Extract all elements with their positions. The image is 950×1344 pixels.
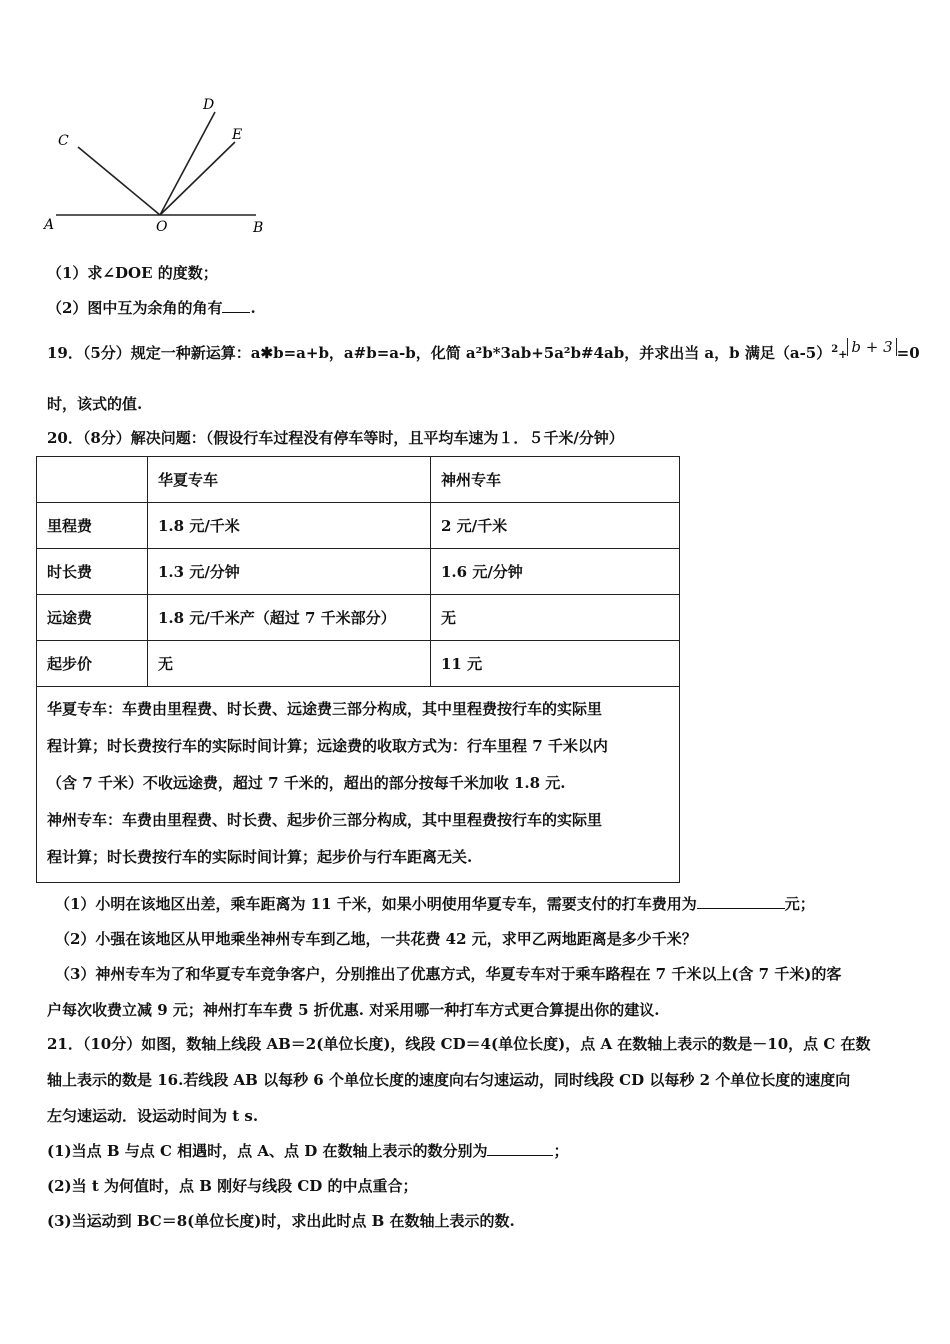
q21-part1-text: (1)当点 B 与点 C 相遇时，点 A、点 D 在数轴上表示的数分别为 (47, 1142, 488, 1160)
table-cell: 无 (148, 641, 431, 687)
q21-line1: 21．（10分）如图，数轴上线段 AB＝2(单位长度)，线段 CD＝4(单位长度)，点 A 在数轴上表示的数是－10，点 C 在数 (47, 1035, 871, 1053)
label-C: C (58, 133, 69, 149)
q20-part3a: （3）神州专车为了和华夏专车竞争客户，分别推出了优惠方式，华夏专车对于乘车路程在 7 千米以上(含 7 千米)的客 (55, 965, 842, 983)
q20-part1-text: （1）小明在该地区出差，乘车距离为 11 千米，如果小明使用华夏专车，需要支付的打车费用为 (55, 895, 697, 913)
q19-text: 19．（5分）规定一种新运算：a✱b=a+b，a#b=a-b，化简 a²b*3ab+5a²b#4ab，并求出当 a，b 满足（a-5） (47, 344, 832, 362)
q21-line2: 轴上表示的数是 16.若线段 AB 以每秒 6 个单位长度的速度向右匀速运动，同时线段 CD 以每秒 2 个单位长度的速度向 (47, 1071, 851, 1089)
table-description (37, 687, 680, 883)
label-O: O (156, 219, 168, 235)
description-line: 程计算；时长费按行车的实际时间计算；远途费的收取方式为：行车里程 7 千米以内 (47, 737, 608, 755)
table-row (37, 549, 680, 595)
table-row (37, 503, 680, 549)
q18-part2-text: （2）图中互为余角的角有 (47, 299, 223, 317)
label-B: B (253, 220, 264, 236)
q20-part2: （2）小强在该地区从甲地乘坐神州专车到乙地，一共花费 42 元，求甲乙两地距离是多少千米？ (55, 930, 697, 948)
ray-OC (78, 147, 160, 215)
q18-answer-blank (222, 312, 250, 313)
q19-plus: + (838, 348, 848, 361)
q20-part1 (55, 893, 815, 914)
table-cell: 1.3 元/分钟 (148, 549, 431, 595)
table-cell: 1.6 元/分钟 (431, 549, 680, 595)
table-cell: 1.8 元/千米产（超过 7 千米部分） (148, 595, 431, 641)
description-line: 神州专车：车费由里程费、时长费、起步价三部分构成，其中里程费按行车的实际里 (47, 811, 603, 829)
table-header-row (37, 457, 680, 503)
table-row (37, 595, 680, 641)
q21-line3: 左匀速运动．设运动时间为 t s. (47, 1107, 259, 1125)
label-D: D (203, 97, 215, 113)
q18-part1: （1）求∠DOE 的度数； (47, 264, 218, 282)
table-cell: 时长费 (37, 549, 148, 595)
q19-abs: b + 3 (847, 338, 896, 356)
table-cell: 远途费 (37, 595, 148, 641)
table-cell: 起步价 (37, 641, 148, 687)
description-line: 华夏专车：车费由里程费、时长费、远途费三部分构成，其中里程费按行车的实际里 (47, 700, 603, 718)
table-header-cell: 神州专车 (431, 457, 680, 503)
label-A: A (44, 217, 55, 233)
q19-equals: =0 (896, 344, 920, 362)
table-cell: 2 元/千米 (431, 503, 680, 549)
table-cell: 11 元 (431, 641, 680, 687)
ray-OD (160, 112, 215, 215)
table-cell: 里程费 (37, 503, 148, 549)
q18-part2 (47, 297, 256, 318)
label-E: E (232, 127, 243, 143)
q19-exponent: 2 (831, 344, 839, 355)
fare-table (36, 456, 680, 883)
q21-part2: (2)当 t 为何值时，点 B 刚好与线段 CD 的中点重合； (47, 1177, 418, 1195)
q21-part1 (47, 1140, 568, 1161)
description-line: （含 7 千米）不收远途费，超过 7 千米的，超出的部分按每千米加收 1.8 元. (47, 774, 566, 792)
q20-answer-blank (697, 908, 785, 909)
table-cell: 1.8 元/千米 (148, 503, 431, 549)
q19-line1 (47, 338, 920, 363)
table-header-cell: 华夏专车 (148, 457, 431, 503)
q21-part1-end: ； (553, 1142, 569, 1160)
q18-part2-end: . (250, 299, 256, 317)
q20-intro: 20．（8分）解决问题：（假设行车过程没有停车等时，且平均车速为１．５千米/分钟） (47, 429, 624, 447)
table-row (37, 641, 680, 687)
table-description-row (37, 687, 680, 883)
q19-line2: 时，该式的值. (47, 395, 143, 413)
q21-part3: (3)当运动到 BC＝8(单位长度)时，求出此时点 B 在数轴上表示的数. (47, 1212, 515, 1230)
q21-answer-blank (487, 1155, 553, 1156)
q20-part1-end: 元； (784, 895, 815, 913)
angle-figure (38, 92, 298, 242)
table-cell: 无 (431, 595, 680, 641)
description-line: 程计算；时长费按行车的实际时间计算；起步价与行车距离无关. (47, 848, 473, 866)
table-header-cell (37, 457, 148, 503)
ray-OE (160, 142, 235, 215)
q20-part3b: 户每次收费立减 9 元；神州打车车费 5 折优惠. 对采用哪一种打车方式更合算提出你的建议. (47, 1001, 660, 1019)
